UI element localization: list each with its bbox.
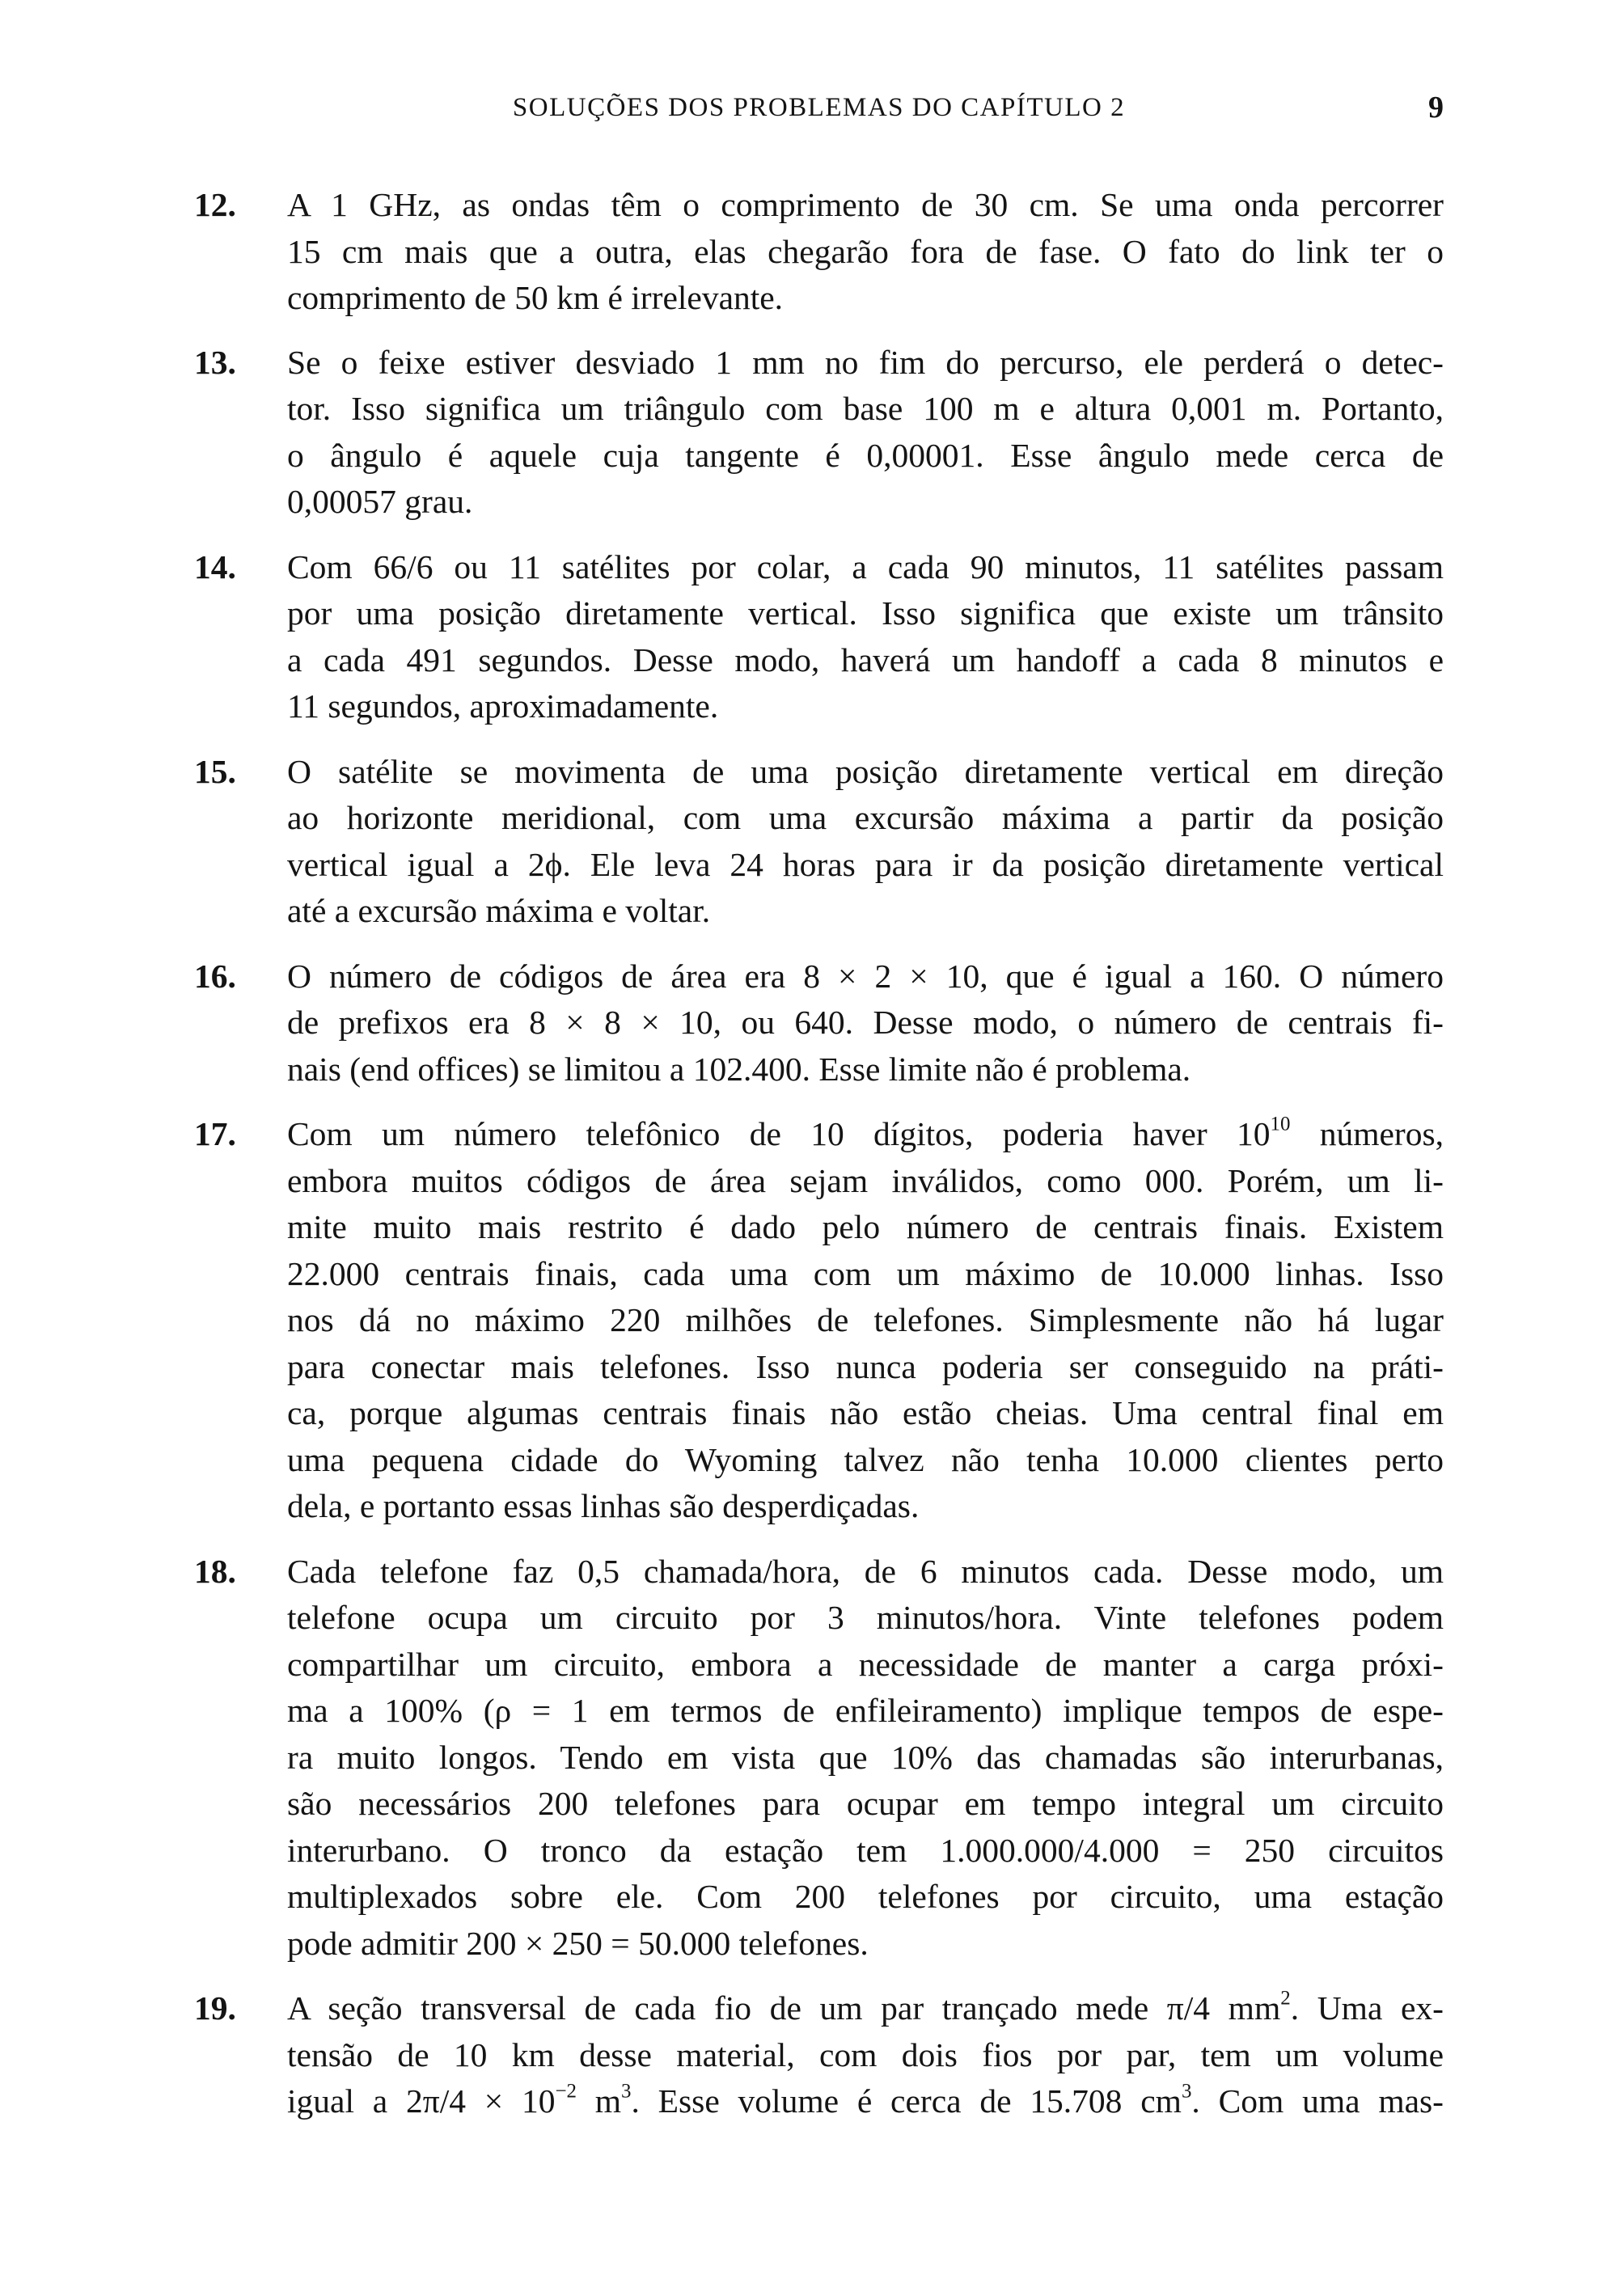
text-line: nos dá no máximo 220 milhões de telefones. Simplesmente não há lugar <box>287 1301 1444 1338</box>
problem-solutions-list <box>194 182 1444 2125</box>
text-line: telefone ocupa um circuito por 3 minutos/hora. Vinte telefones podem <box>287 1599 1444 1636</box>
text-line: vertical igual a 2ϕ. Ele leva 24 horas para ir da posição diretamente vertical <box>287 845 1444 883</box>
solution-text <box>287 544 1444 730</box>
solution-text <box>287 1111 1444 1530</box>
superscript: 3 <box>621 2080 632 2103</box>
text-segment: . Com uma mas- <box>1191 2082 1444 2120</box>
solution-number: 12. <box>194 186 236 223</box>
solution-text <box>287 182 1444 322</box>
solution-text <box>287 1549 1444 1968</box>
running-head <box>194 87 1444 128</box>
solution-item <box>194 340 1444 526</box>
solution-number: 14. <box>194 547 236 585</box>
text-line <box>287 2078 1444 2125</box>
solution-number: 18. <box>194 1552 236 1590</box>
solution-item <box>194 953 1444 1093</box>
text-line: embora muitos códigos de área sejam inválidos, como 000. Porém, um li- <box>287 1161 1444 1199</box>
text-line: a cada 491 segundos. Desse modo, haverá um handoff a cada 8 minutos e <box>287 640 1444 678</box>
text-segment: . Uma ex- <box>1290 1989 1444 2027</box>
solution-number: 17. <box>194 1115 236 1152</box>
text-line: Com 66/6 ou 11 satélites por colar, a cada 90 minutos, 11 satélites passam <box>287 547 1444 585</box>
solution-item <box>194 749 1444 935</box>
superscript: 10 <box>1270 1113 1291 1135</box>
solution-text <box>287 749 1444 935</box>
text-line: ma a 100% (ρ = 1 em termos de enfileiramento) implique tempos de espe- <box>287 1692 1444 1729</box>
text-line: O número de códigos de área era 8 × 2 × 10, que é igual a 160. O número <box>287 957 1444 995</box>
running-title: SOLUÇÕES DOS PROBLEMAS DO CAPÍTULO 2 <box>512 93 1126 122</box>
text-line: ao horizonte meridional, com uma excursão máxima a partir da posição <box>287 799 1444 836</box>
solution-number: 13. <box>194 343 236 381</box>
solution-item <box>194 1549 1444 1968</box>
solution-text <box>287 1985 1444 2125</box>
text-line: 22.000 centrais finais, cada uma com um máximo de 10.000 linhas. Isso <box>287 1254 1444 1292</box>
text-segment: números, <box>1290 1115 1444 1152</box>
text-segment: m <box>576 2082 622 2120</box>
text-line: multiplexados sobre ele. Com 200 telefones por circuito, uma estação <box>287 1878 1444 1915</box>
text-line: por uma posição diretamente vertical. Isso significa que existe um trânsito <box>287 594 1444 632</box>
text-line: tor. Isso significa um triângulo com base 100 m e altura 0,001 m. Portanto, <box>287 390 1444 427</box>
solution-text <box>287 340 1444 526</box>
text-line: comprimento de 50 km é irrelevante. <box>287 279 784 316</box>
superscript: 2 <box>1280 1987 1291 2010</box>
text-segment: . Esse volume é cerca de 15.708 cm <box>631 2082 1182 2120</box>
text-line: ca, porque algumas centrais finais não estão cheias. Uma central final em <box>287 1394 1444 1431</box>
text-line: 0,00057 grau. <box>287 483 473 520</box>
superscript: 3 <box>1181 2080 1192 2103</box>
solution-item <box>194 182 1444 322</box>
text-line: ra muito longos. Tendo em vista que 10% das chamadas são interurbanas, <box>287 1738 1444 1776</box>
text-line: mite muito mais restrito é dado pelo número de centrais finais. Existem <box>287 1208 1444 1245</box>
text-segment: igual a 2π/4 × 10 <box>287 2082 556 2120</box>
text-line: compartilhar um circuito, embora a necessidade de manter a carga próxi- <box>287 1645 1444 1683</box>
text-line: tensão de 10 km desse material, com dois fios por par, tem um volume <box>287 2035 1444 2073</box>
text-line: A 1 GHz, as ondas têm o comprimento de 30 cm. Se uma onda percorrer <box>287 186 1444 223</box>
text-line: pode admitir 200 × 250 = 50.000 telefones. <box>287 1924 869 1962</box>
text-line: são necessários 200 telefones para ocupar em tempo integral um circuito <box>287 1785 1444 1822</box>
text-line: nais (end offices) se limitou a 102.400. Esse limite não é problema. <box>287 1050 1191 1088</box>
solution-item <box>194 1111 1444 1530</box>
text-line: até a excursão máxima e voltar. <box>287 892 711 929</box>
page-number: 9 <box>1428 91 1444 125</box>
text-line: de prefixos era 8 × 8 × 10, ou 640. Desse modo, o número de centrais fi- <box>287 1004 1444 1041</box>
text-line: 15 cm mais que a outra, elas chegarão fora de fase. O fato do link ter o <box>287 232 1444 270</box>
solution-text <box>287 953 1444 1093</box>
solution-number: 19. <box>194 1989 236 2027</box>
solution-number: 16. <box>194 957 236 995</box>
text-line: 11 segundos, aproximadamente. <box>287 687 719 725</box>
text-line: uma pequena cidade do Wyoming talvez não tenha 10.000 clientes perto <box>287 1440 1444 1478</box>
text-line: Se o feixe estiver desviado 1 mm no fim do percurso, ele perderá o detec- <box>287 343 1444 381</box>
solution-item <box>194 1985 1444 2125</box>
text-segment: A seção transversal de cada fio de um par trançado mede π/4 mm <box>287 1989 1281 2027</box>
text-line: dela, e portanto essas linhas são desperdiçadas. <box>287 1487 920 1524</box>
superscript: −2 <box>555 2080 577 2103</box>
text-segment: Com um número telefônico de 10 dígitos, poderia haver 10 <box>287 1115 1271 1152</box>
text-line <box>287 1111 1444 1158</box>
text-line: Cada telefone faz 0,5 chamada/hora, de 6 minutos cada. Desse modo, um <box>287 1552 1444 1590</box>
text-line: para conectar mais telefones. Isso nunca poderia ser conseguido na práti- <box>287 1347 1444 1385</box>
text-line <box>287 1985 1444 2032</box>
solution-item <box>194 544 1444 730</box>
solution-number: 15. <box>194 752 236 790</box>
text-line: o ângulo é aquele cuja tangente é 0,00001. Esse ângulo mede cerca de <box>287 436 1444 474</box>
text-line: interurbano. O tronco da estação tem 1.000.000/4.000 = 250 circuitos <box>287 1831 1444 1869</box>
text-line: O satélite se movimenta de uma posição diretamente vertical em direção <box>287 752 1444 790</box>
